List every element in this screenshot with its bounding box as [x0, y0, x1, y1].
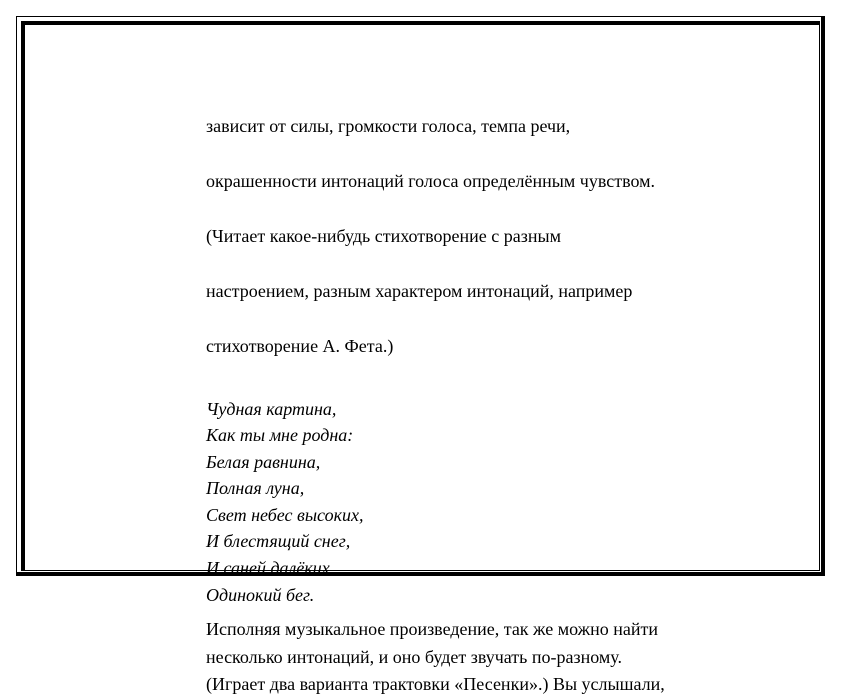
intro-paragraph [206, 85, 766, 388]
outro-line: несколько интонаций, и оно будет звучать по-разному. [206, 646, 622, 667]
poem-line: И блестящий снег, [206, 531, 351, 552]
poem-line: Белая равнина, [206, 451, 321, 472]
poem-line: Чудная картина, [206, 398, 337, 419]
poem-line: Как ты мне родна: [206, 425, 354, 446]
intro-line: стихотворение А. Фета.) [206, 335, 394, 356]
poem-line: Одинокий бег. [206, 584, 315, 605]
outro-paragraph [206, 616, 766, 699]
intro-line: (Читает какое-нибудь стихотворение с разным [206, 225, 561, 246]
page-content [206, 85, 766, 699]
intro-line: окрашенности интонаций голоса определённым чувством. [206, 170, 656, 191]
poem-line: И саней далёких [206, 558, 330, 579]
intro-line: настроением, разным характером интонаций, например [206, 280, 633, 301]
poem [206, 396, 766, 609]
outro-line: Исполняя музыкальное произведение, так же можно найти [206, 619, 659, 640]
poem-line: Полная луна, [206, 478, 305, 499]
intro-line: зависит от силы, громкости голоса, темпа речи, [206, 115, 571, 136]
outro-line: (Играет два варианта трактовки «Песенки».) Вы услышали, [206, 674, 665, 695]
poem-line: Свет небес высоких, [206, 504, 364, 525]
